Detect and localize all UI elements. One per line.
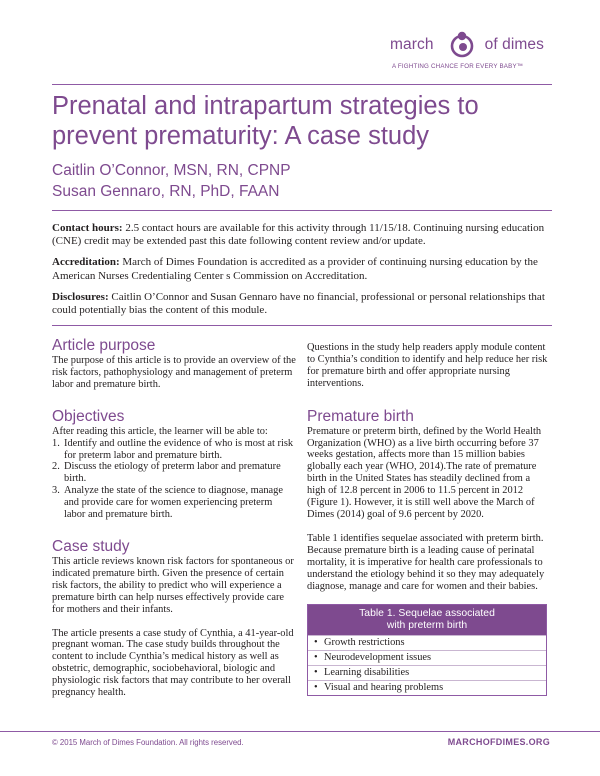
logo-word-of-dimes: of dimes: [484, 36, 544, 53]
title-divider: [52, 84, 552, 85]
objectives-heading: Objectives: [52, 407, 125, 425]
contact-hours-label: Contact hours:: [52, 222, 123, 234]
premature-birth-para-1: Premature or preterm birth, defined by the World Health Organization (WHO) as a live birth occurring before 37 weeks gestation, affects more than 15 million babies globally each year (WHO, 2014).The rate of premature birth in the United States has steadily declined from a high of 12.8 percent in 2006 to 11.5 percent in 2012 (Figure 1). However, it is still well above the March of Dimes (2014) goal of 9.6 percent by 2020.: [307, 425, 542, 520]
page-title: Prenatal and intrapartum strategies to prevent prematurity: A case study: [52, 92, 479, 150]
case-study-para-2: The article presents a case study of Cynthia, a 41-year-old pregnant woman. The case study builds throughout the content to include Cynthia’s medical history as well as obstetric, demographic, sociobehavioral, biologic and physiologic risk factors that may contribute to her overall pregnancy health.: [52, 627, 294, 699]
premature-birth-heading: Premature birth: [307, 407, 414, 425]
case-study-para-1: This article reviews known risk factors for spontaneous or indicated premature birth. Given the presence of certain risk factors, the ability to predict who will experience a premature birth can help nurses effectively provide care for mothers and their infants.: [52, 555, 294, 615]
list-item: 2. Discuss the etiology of preterm labor and premature birth.: [52, 461, 281, 485]
bullet-icon: •: [314, 667, 318, 679]
logo-word-march: march: [390, 36, 434, 53]
table-row: • Growth restrictions: [308, 635, 546, 650]
contact-hours-paragraph: [52, 222, 552, 248]
list-item: 3. Analyze the state of the science to diagnose, manage and provide care for women experiencing preterm labor and premature birth.: [52, 485, 283, 521]
footer-url-link[interactable]: MARCHOFDIMES.ORG: [447, 737, 550, 747]
accreditation-text: March of Dimes Foundation is accredited as a provider of continuing nursing education by the American Nurses Credentialing Center s Commission on Accreditation.: [52, 256, 538, 282]
mother-baby-icon: [450, 30, 474, 58]
article-purpose-text: The purpose of this article is to provide an overview of the risk factors, pathophysiology and management of preterm labor and premature birth.: [52, 355, 296, 390]
table-row: • Visual and hearing problems: [308, 680, 546, 695]
objectives-intro: After reading this article, the learner will be able to:: [52, 425, 268, 437]
article-purpose-heading: Article purpose: [52, 337, 156, 354]
list-item: 1. Identify and outline the evidence of who is most at risk for preterm labor and premature birth.: [52, 437, 294, 461]
right-column: [307, 337, 551, 696]
disclosures-label: Disclosures:: [52, 290, 109, 303]
table-1-title: Table 1. Sequelae associated with preterm birth: [308, 605, 546, 635]
contact-hours-text: 2.5 contact hours are available for this activity through 11/15/18. Continuing nursing education (CNE) credit may be extended past this date following content review and/or update.: [52, 222, 545, 248]
disclosures-text: Caitlin O’Connor and Susan Gennaro have no financial, professional or personal relationships that could potentially bias the content of this module.: [52, 290, 545, 317]
accreditation-paragraph: [52, 256, 552, 282]
footer-copyright: © 2015 March of Dimes Foundation. All rights reserved.: [52, 738, 244, 747]
info-box: [52, 210, 552, 326]
author-2: Susan Gennaro, RN, PhD, FAAN: [52, 183, 280, 200]
march-of-dimes-logo: [390, 30, 550, 80]
table-row: • Neurodevelopment issues: [308, 650, 546, 665]
premature-birth-para-2: Table 1 identifies sequelae associated with preterm birth. Because premature birth is a leading cause of perinatal mortality, it is imperative for health care professionals to understand the etiology behind it so they may adequately diagnose, manage and care for women and their babies.: [307, 532, 545, 592]
table-1-sequelae: [307, 604, 547, 696]
case-study-heading: Case study: [52, 537, 130, 555]
objectives-list: [52, 438, 296, 521]
footer-divider: [0, 731, 600, 732]
left-column: [52, 337, 296, 699]
bullet-icon: •: [314, 682, 318, 694]
table-row: • Learning disabilities: [308, 665, 546, 680]
bullet-icon: •: [314, 652, 318, 664]
disclosures-paragraph: [52, 291, 552, 317]
bullet-icon: •: [314, 637, 318, 649]
logo-tagline: A FIGHTING CHANCE FOR EVERY BABY™: [392, 63, 524, 70]
accreditation-label: Accreditation:: [52, 256, 120, 269]
author-1: Caitlin O’Connor, MSN, RN, CPNP: [52, 162, 291, 179]
questions-text: Questions in the study help readers apply module content to Cynthia’s condition to identify and help reduce her risk for premature birth and offer appropriate nursing interventions.: [307, 342, 548, 389]
